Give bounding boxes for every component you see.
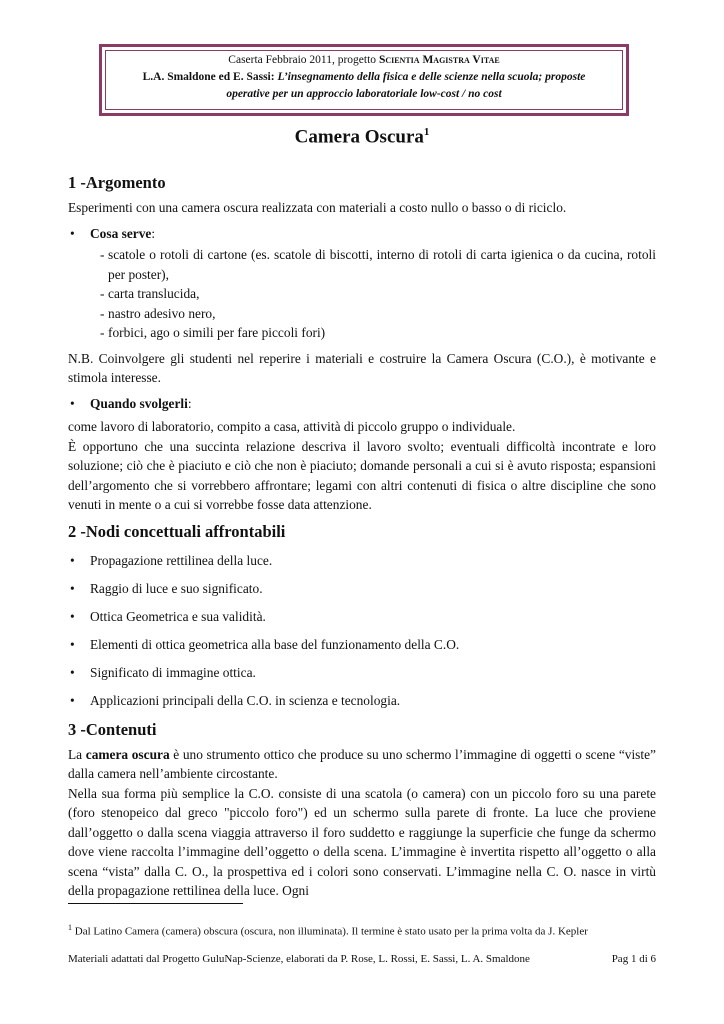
- footer-credits: Materiali adattati dal Progetto GuluNap-Scienze, elaborati da P. Rose, L. Rossi, E. Sassi, L. A. Smaldone: [68, 953, 530, 965]
- term-camera-oscura: camera oscura: [85, 746, 170, 762]
- concept-item: • Propagazione rettilinea della luce.: [68, 551, 656, 571]
- footnote-divider: [68, 903, 243, 904]
- section-1-intro: Esperimenti con una camera oscura realizzata con materiali a costo nullo o basso o di riciclo.: [68, 200, 567, 215]
- header-box: [99, 44, 629, 116]
- quando-text: È opportuno che una succinta relazione descriva il lavoro svolto; eventuali difficoltà incontrate e loro soluzione; ciò che è piaciuto e ciò che non è piaciuto; domande personali a cui si è avuto risposta; espansioni dell’argomento che si vorrebbero affrontare; legami con altri contenuti di fisica o altre discipline che sono venuti in mente o a cui si vorrebbe fosse data attenzione.: [68, 438, 656, 512]
- section-1-heading: 1 -Argomento: [68, 173, 166, 192]
- material-item: [68, 245, 656, 284]
- concept-item: • Elementi di ottica geometrica alla base del funzionamento della C.O.: [68, 635, 656, 655]
- page-number: Pag 1 di 6: [611, 953, 656, 965]
- page-footer: [68, 953, 656, 965]
- section-3-heading: 3 -Contenuti: [68, 719, 157, 739]
- section-3-para-2: Nella sua forma più semplice la C.O. consiste di una scatola (o camera) con un piccolo foro su una parete (foro stenopeico dal greco "piccolo foro") ed un schermo sulla parete di fronte. La luce che proviene dall’oggetto o dalla scena viaggia attraverso il foro suddetto e raggiunge la superficie che funge da schermo dove viene raccolta l’immagine dell’oggetto o della scena. L’immagine è invertita rispetto all’oggetto o alla scena “vista” dalla C. O., la prospettiva ed i colori sono conservati. L’immagine nella C. O. nasce in virtù della propagazione rettilinea della luce. Ogni: [68, 785, 656, 898]
- footnote-ref[interactable]: 1: [423, 126, 430, 138]
- nb-note: N.B. Coinvolgere gli studenti nel reperire i materiali e costruire la Camera Oscura (C.O.), è motivante e stimola interesse.: [68, 350, 656, 385]
- header-authors: L.A. Smaldone ed E. Sassi:: [142, 71, 278, 83]
- header-subtitle-1: L’insegnamento della fisica e delle scienze nella scuola; proposte: [277, 71, 586, 83]
- dash-mark: -: [100, 286, 105, 301]
- header-subtitle-2: operative per un approccio laboratoriale low-cost / no cost: [226, 88, 502, 100]
- material-text: nastro adesivo nero,: [108, 305, 216, 321]
- quando-label: Quando svolgerli: [90, 395, 188, 411]
- concept-item: • Significato di immagine ottica.: [68, 663, 656, 683]
- header-line-2: [102, 69, 626, 86]
- material-text: forbici, ago o simili per fare piccoli fori): [108, 325, 326, 340]
- section-3-para-1: [68, 745, 656, 784]
- dash-mark: -: [100, 305, 105, 321]
- cosa-serve-label: Cosa serve: [90, 225, 152, 241]
- colon: :: [151, 225, 156, 241]
- concept-item: • Applicazioni principali della C.O. in scienza e tecnologia.: [68, 691, 656, 711]
- footnote: [68, 923, 656, 938]
- quando-bullet: [68, 394, 656, 414]
- footnote-mark: 1: [68, 923, 72, 932]
- footnote-text: Dal Latino Camera (camera) obscura (oscura, non illuminata). Il termine è stato usato per la prima volta da J. Kepler: [72, 925, 588, 938]
- colon: :: [187, 395, 192, 411]
- header-project-name: Scientia Magistra Vitae: [378, 54, 500, 66]
- header-line-3: [102, 86, 626, 103]
- dash-mark: -: [100, 325, 105, 340]
- material-item: [68, 323, 656, 343]
- concept-item: • Ottica Geometrica e sua validità.: [68, 607, 656, 627]
- header-line-1: [102, 52, 626, 69]
- page-title: [0, 126, 724, 148]
- page-title-text: Camera Oscura: [294, 126, 424, 148]
- header-date-project: Caserta Febbraio 2011, progetto: [228, 54, 379, 66]
- material-item: [68, 284, 656, 304]
- section-2-heading: 2 -Nodi concettuali affrontabili: [68, 521, 286, 541]
- text: La: [68, 746, 86, 762]
- cosa-serve-bullet: [68, 224, 656, 244]
- dash-mark: -: [100, 247, 105, 262]
- material-text: carta translucida,: [108, 286, 200, 301]
- text: è uno strumento ottico che produce su uno schermo l’immagine di oggetti o scene “viste” dalla camera nell’ambiente circostante.: [68, 746, 656, 781]
- material-item: [68, 304, 656, 324]
- quando-line: come lavoro di laboratorio, compito a casa, attività di piccolo gruppo o individuale.: [68, 419, 516, 434]
- concept-item: • Raggio di luce e suo significato.: [68, 579, 656, 599]
- document-body: [68, 172, 656, 901]
- material-text: scatole o rotoli di cartone (es. scatole di biscotti, interno di rotoli di carta igienica o da cucina, rotoli per poster),: [108, 247, 656, 282]
